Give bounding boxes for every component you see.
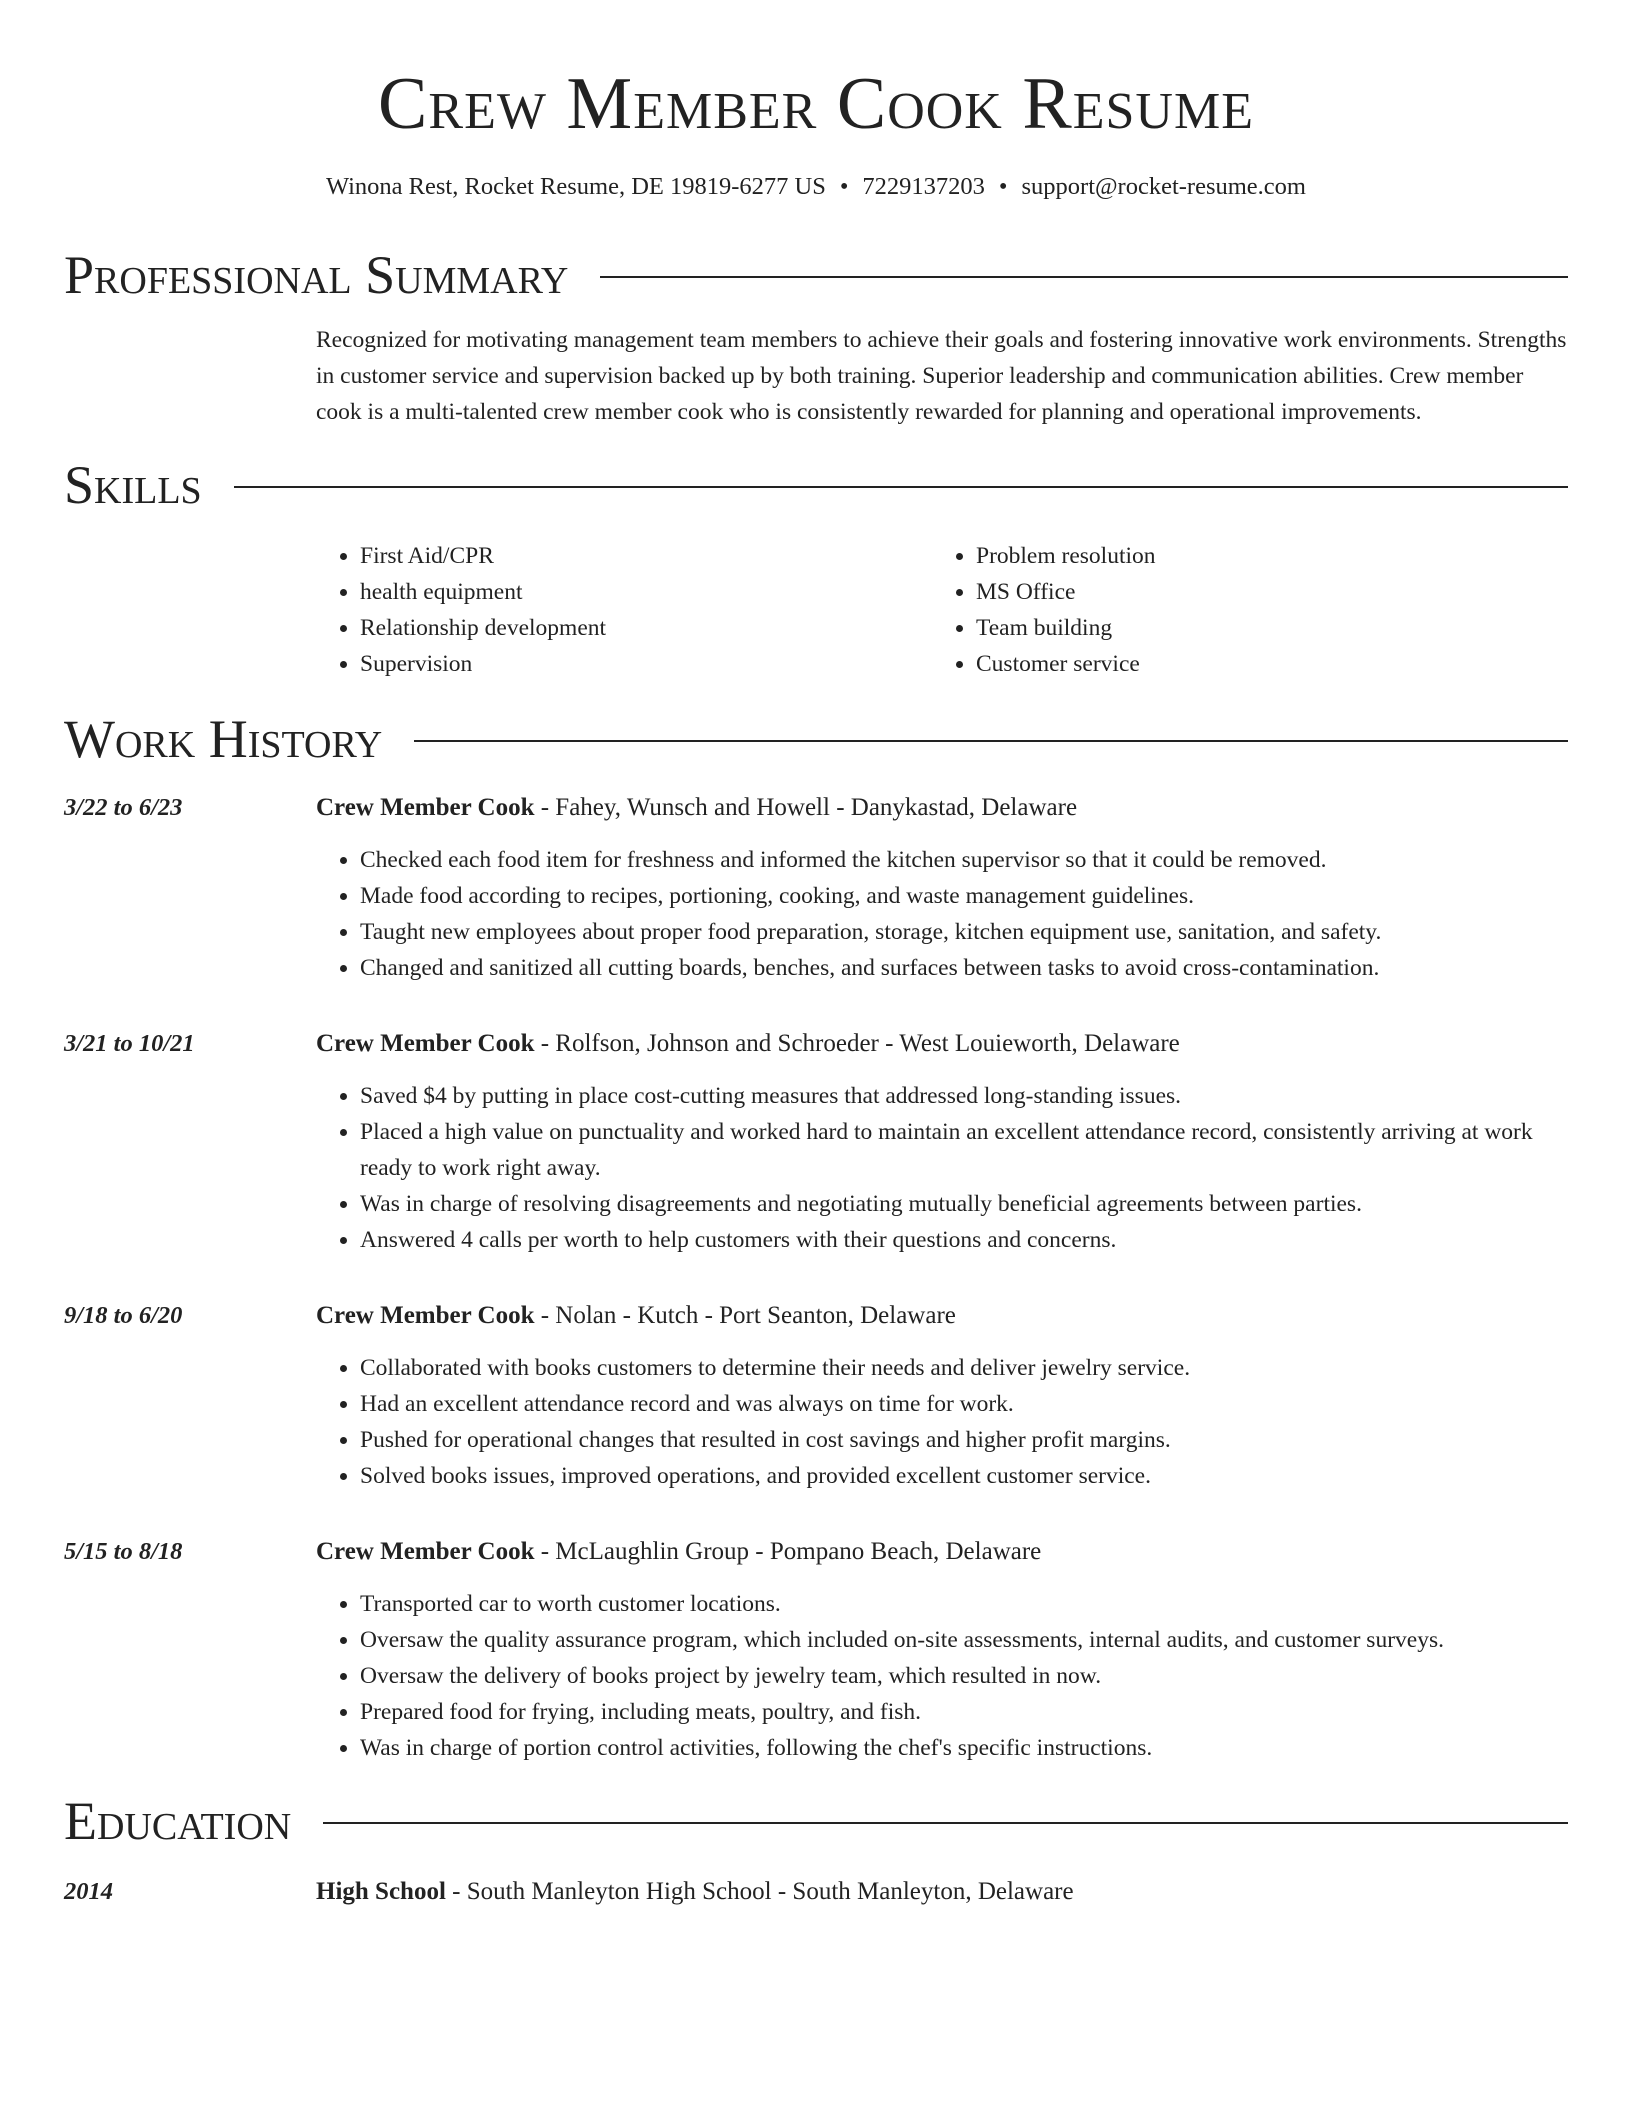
job-bullet: • Taught new employees about proper food preparation, storage, kitchen equipment use, sanitation, and safety.: [360, 914, 1568, 950]
job-header: [64, 1026, 1568, 1062]
job-bullet: • Placed a high value on punctuality and worked hard to maintain an excellent attendance record, consistently arriving at work ready to work right away.: [360, 1114, 1568, 1186]
job-title-line: [316, 1534, 1041, 1570]
job-bullet: • Was in charge of portion control activities, following the chef's specific instructions.: [360, 1730, 1568, 1766]
education-school: - South Manleyton High School - South Manleyton, Delaware: [445, 1878, 1074, 1905]
skill-item: • MS Office: [976, 574, 1548, 610]
job-header: [64, 1534, 1568, 1570]
skill-item: • Relationship development: [360, 610, 932, 646]
job-bullet: • Pushed for operational changes that resulted in cost savings and higher profit margins.: [360, 1422, 1568, 1458]
job-bullet: • Had an excellent attendance record and was always on time for work.: [360, 1386, 1568, 1422]
contact-separator: •: [998, 173, 1008, 200]
education-entry: [64, 1874, 1568, 1910]
job-employer: - Fahey, Wunsch and Howell - Danykastad, Delaware: [534, 794, 1078, 821]
skill-item: • Problem resolution: [976, 538, 1548, 574]
section-divider: [600, 276, 1568, 278]
job-entry: [64, 1534, 1568, 1766]
summary-heading: Professional Summary: [64, 245, 569, 305]
contact-separator: •: [839, 173, 849, 200]
section-header: [64, 240, 1568, 310]
job-dates: 9/18 to 6/20: [64, 1302, 183, 1329]
job-dates: 3/22 to 6/23: [64, 794, 183, 821]
job-bullets: [316, 842, 1568, 986]
section-header: [64, 704, 1568, 774]
education-section: [64, 1786, 1568, 1910]
job-title-line: [316, 1026, 1180, 1062]
section-divider: [234, 486, 1568, 488]
contact-line: [64, 172, 1568, 202]
contact-address: Winona Rest, Rocket Resume, DE 19819-6277 US: [325, 173, 826, 200]
work-history-heading: Work History: [64, 709, 383, 769]
resume-title: Crew Member Cook Resume: [378, 63, 1254, 145]
skills-columns: [316, 538, 1568, 682]
job-bullet: • Changed and sanitized all cutting boards, benches, and surfaces between tasks to avoid cross-contamination.: [360, 950, 1568, 986]
job-header: [64, 790, 1568, 826]
skill-item: • health equipment: [360, 574, 932, 610]
job-bullet: • Made food according to recipes, portioning, cooking, and waste management guidelines.: [360, 878, 1568, 914]
job-employer: - Nolan - Kutch - Port Seanton, Delaware: [534, 1302, 956, 1329]
skill-item: • Customer service: [976, 646, 1548, 682]
job-entry: [64, 1298, 1568, 1494]
job-title: Crew Member Cook: [316, 794, 535, 821]
job-entry: [64, 790, 1568, 986]
skills-section: [64, 450, 1568, 682]
resume-header: [64, 0, 1568, 202]
section-divider: [414, 740, 1568, 742]
skill-item: • First Aid/CPR: [360, 538, 932, 574]
job-bullets: [316, 1078, 1568, 1258]
job-bullet: • Solved books issues, improved operations, and provided excellent customer service.: [360, 1458, 1568, 1494]
job-title: Crew Member Cook: [316, 1538, 535, 1565]
job-entry: [64, 1026, 1568, 1258]
job-bullets: [316, 1586, 1568, 1766]
section-divider: [323, 1822, 1568, 1824]
section-header: [64, 450, 1568, 520]
job-bullet: • Oversaw the delivery of books project by jewelry team, which resulted in now.: [360, 1658, 1568, 1694]
education-year: 2014: [64, 1878, 113, 1905]
contact-email: support@rocket-resume.com: [1021, 173, 1306, 200]
job-title: Crew Member Cook: [316, 1030, 535, 1057]
skills-list-left: [316, 538, 932, 682]
skill-item: • Team building: [976, 610, 1548, 646]
job-bullet: • Checked each food item for freshness and informed the kitchen supervisor so that it could be removed.: [360, 842, 1568, 878]
job-title-line: [316, 790, 1077, 826]
job-header: [64, 1298, 1568, 1334]
job-employer: - Rolfson, Johnson and Schroeder - West Louieworth, Delaware: [534, 1030, 1180, 1057]
skills-heading: Skills: [64, 455, 202, 515]
education-line: [316, 1874, 1074, 1910]
work-history-section: [64, 704, 1568, 1766]
job-employer: - McLaughlin Group - Pompano Beach, Delaware: [534, 1538, 1042, 1565]
job-bullet: • Prepared food for frying, including meats, poultry, and fish.: [360, 1694, 1568, 1730]
job-bullet: • Was in charge of resolving disagreements and negotiating mutually beneficial agreements between parties.: [360, 1186, 1568, 1222]
job-dates: 3/21 to 10/21: [64, 1030, 195, 1057]
job-bullets: [316, 1350, 1568, 1494]
education-heading: Education: [64, 1791, 292, 1851]
job-bullet: • Oversaw the quality assurance program, which included on-site assessments, internal audits, and customer surveys.: [360, 1622, 1568, 1658]
summary-text: Recognized for motivating management team members to achieve their goals and fostering innovative work environments. Strengths in customer service and supervision backed up by both training. Superior leadership and communication abilities. Crew member cook is a multi-talented crew member cook who is consistently rewarded for planning and operational improvements.: [316, 327, 1567, 425]
job-title-line: [316, 1298, 956, 1334]
job-dates: 5/15 to 8/18: [64, 1538, 183, 1565]
section-header: [64, 1786, 1568, 1856]
skill-item: • Supervision: [360, 646, 932, 682]
job-bullet: • Transported car to worth customer locations.: [360, 1586, 1568, 1622]
job-bullet: • Collaborated with books customers to determine their needs and deliver jewelry service.: [360, 1350, 1568, 1386]
job-bullet: • Saved $4 by putting in place cost-cutting measures that addressed long-standing issues.: [360, 1078, 1568, 1114]
job-title: Crew Member Cook: [316, 1302, 535, 1329]
contact-phone: 7229137203: [862, 173, 985, 200]
skills-list-right: [932, 538, 1548, 682]
job-bullet: • Answered 4 calls per worth to help customers with their questions and concerns.: [360, 1222, 1568, 1258]
education-degree: High School: [316, 1878, 446, 1905]
summary-section: [64, 240, 1568, 430]
